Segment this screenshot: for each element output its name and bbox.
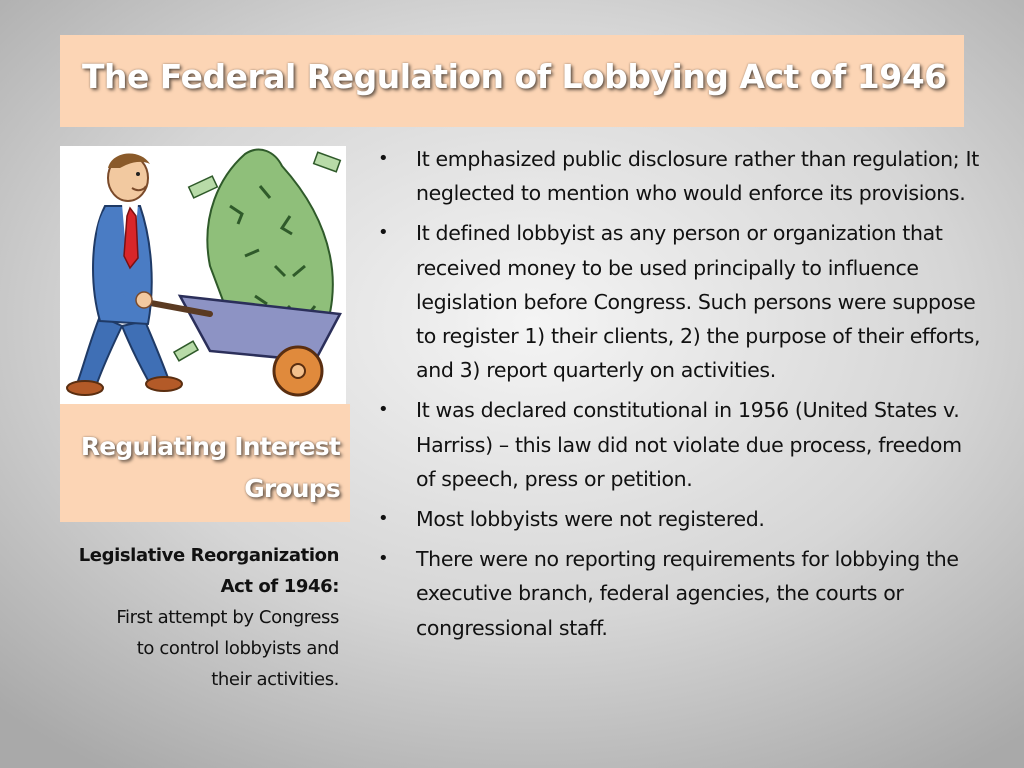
subtitle-line-1: Regulating Interest <box>80 432 340 461</box>
bullet-icon: • <box>378 548 389 570</box>
note-body-line-2: to control lobbyists and <box>136 638 339 659</box>
title-banner <box>60 35 964 127</box>
bullet-icon: • <box>378 508 389 530</box>
bullet-item <box>372 502 984 536</box>
slide-title: The Federal Regulation of Lobbying Act of 1946 <box>82 57 947 96</box>
subtitle-heading <box>65 426 340 510</box>
note-title-line-1: Legislative Reorganization <box>78 545 339 566</box>
bullet-item <box>372 542 984 645</box>
money-wheelbarrow-clipart <box>60 146 346 404</box>
bullet-icon: • <box>378 222 389 244</box>
bullet-item <box>372 393 984 496</box>
note-title-line-2: Act of 1946: <box>220 576 339 597</box>
bullet-text: It was declared constitutional in 1956 (United States v. Harriss) – this law did not violate due process, freedom of speech, press or petition. <box>416 398 962 491</box>
bullet-icon: • <box>378 399 389 421</box>
bullet-item <box>372 142 984 210</box>
note-body-line-3: their activities. <box>211 669 339 690</box>
note-body-line-1: First attempt by Congress <box>116 607 339 628</box>
bullet-text: There were no reporting requirements for lobbying the executive branch, federal agencies, the courts or congressional staff. <box>416 547 959 640</box>
bullet-icon: • <box>378 148 389 169</box>
bullet-text: It defined lobbyist as any person or organization that received money to be used principally to influence legislation before Congress. Such persons were suppose to register 1) their clients, 2) the purpose of their efforts, and 3) report quarterly on activities. <box>416 221 981 383</box>
bullet-text: It emphasized public disclosure rather than regulation; It neglected to mention who would enforce its provisions. <box>416 147 979 206</box>
subtitle-box <box>60 404 350 522</box>
bullet-list <box>372 142 984 651</box>
subtitle-line-2: Groups <box>244 474 340 503</box>
bullet-item <box>372 216 984 387</box>
side-note <box>60 540 339 695</box>
bullet-text: Most lobbyists were not registered. <box>416 507 765 532</box>
